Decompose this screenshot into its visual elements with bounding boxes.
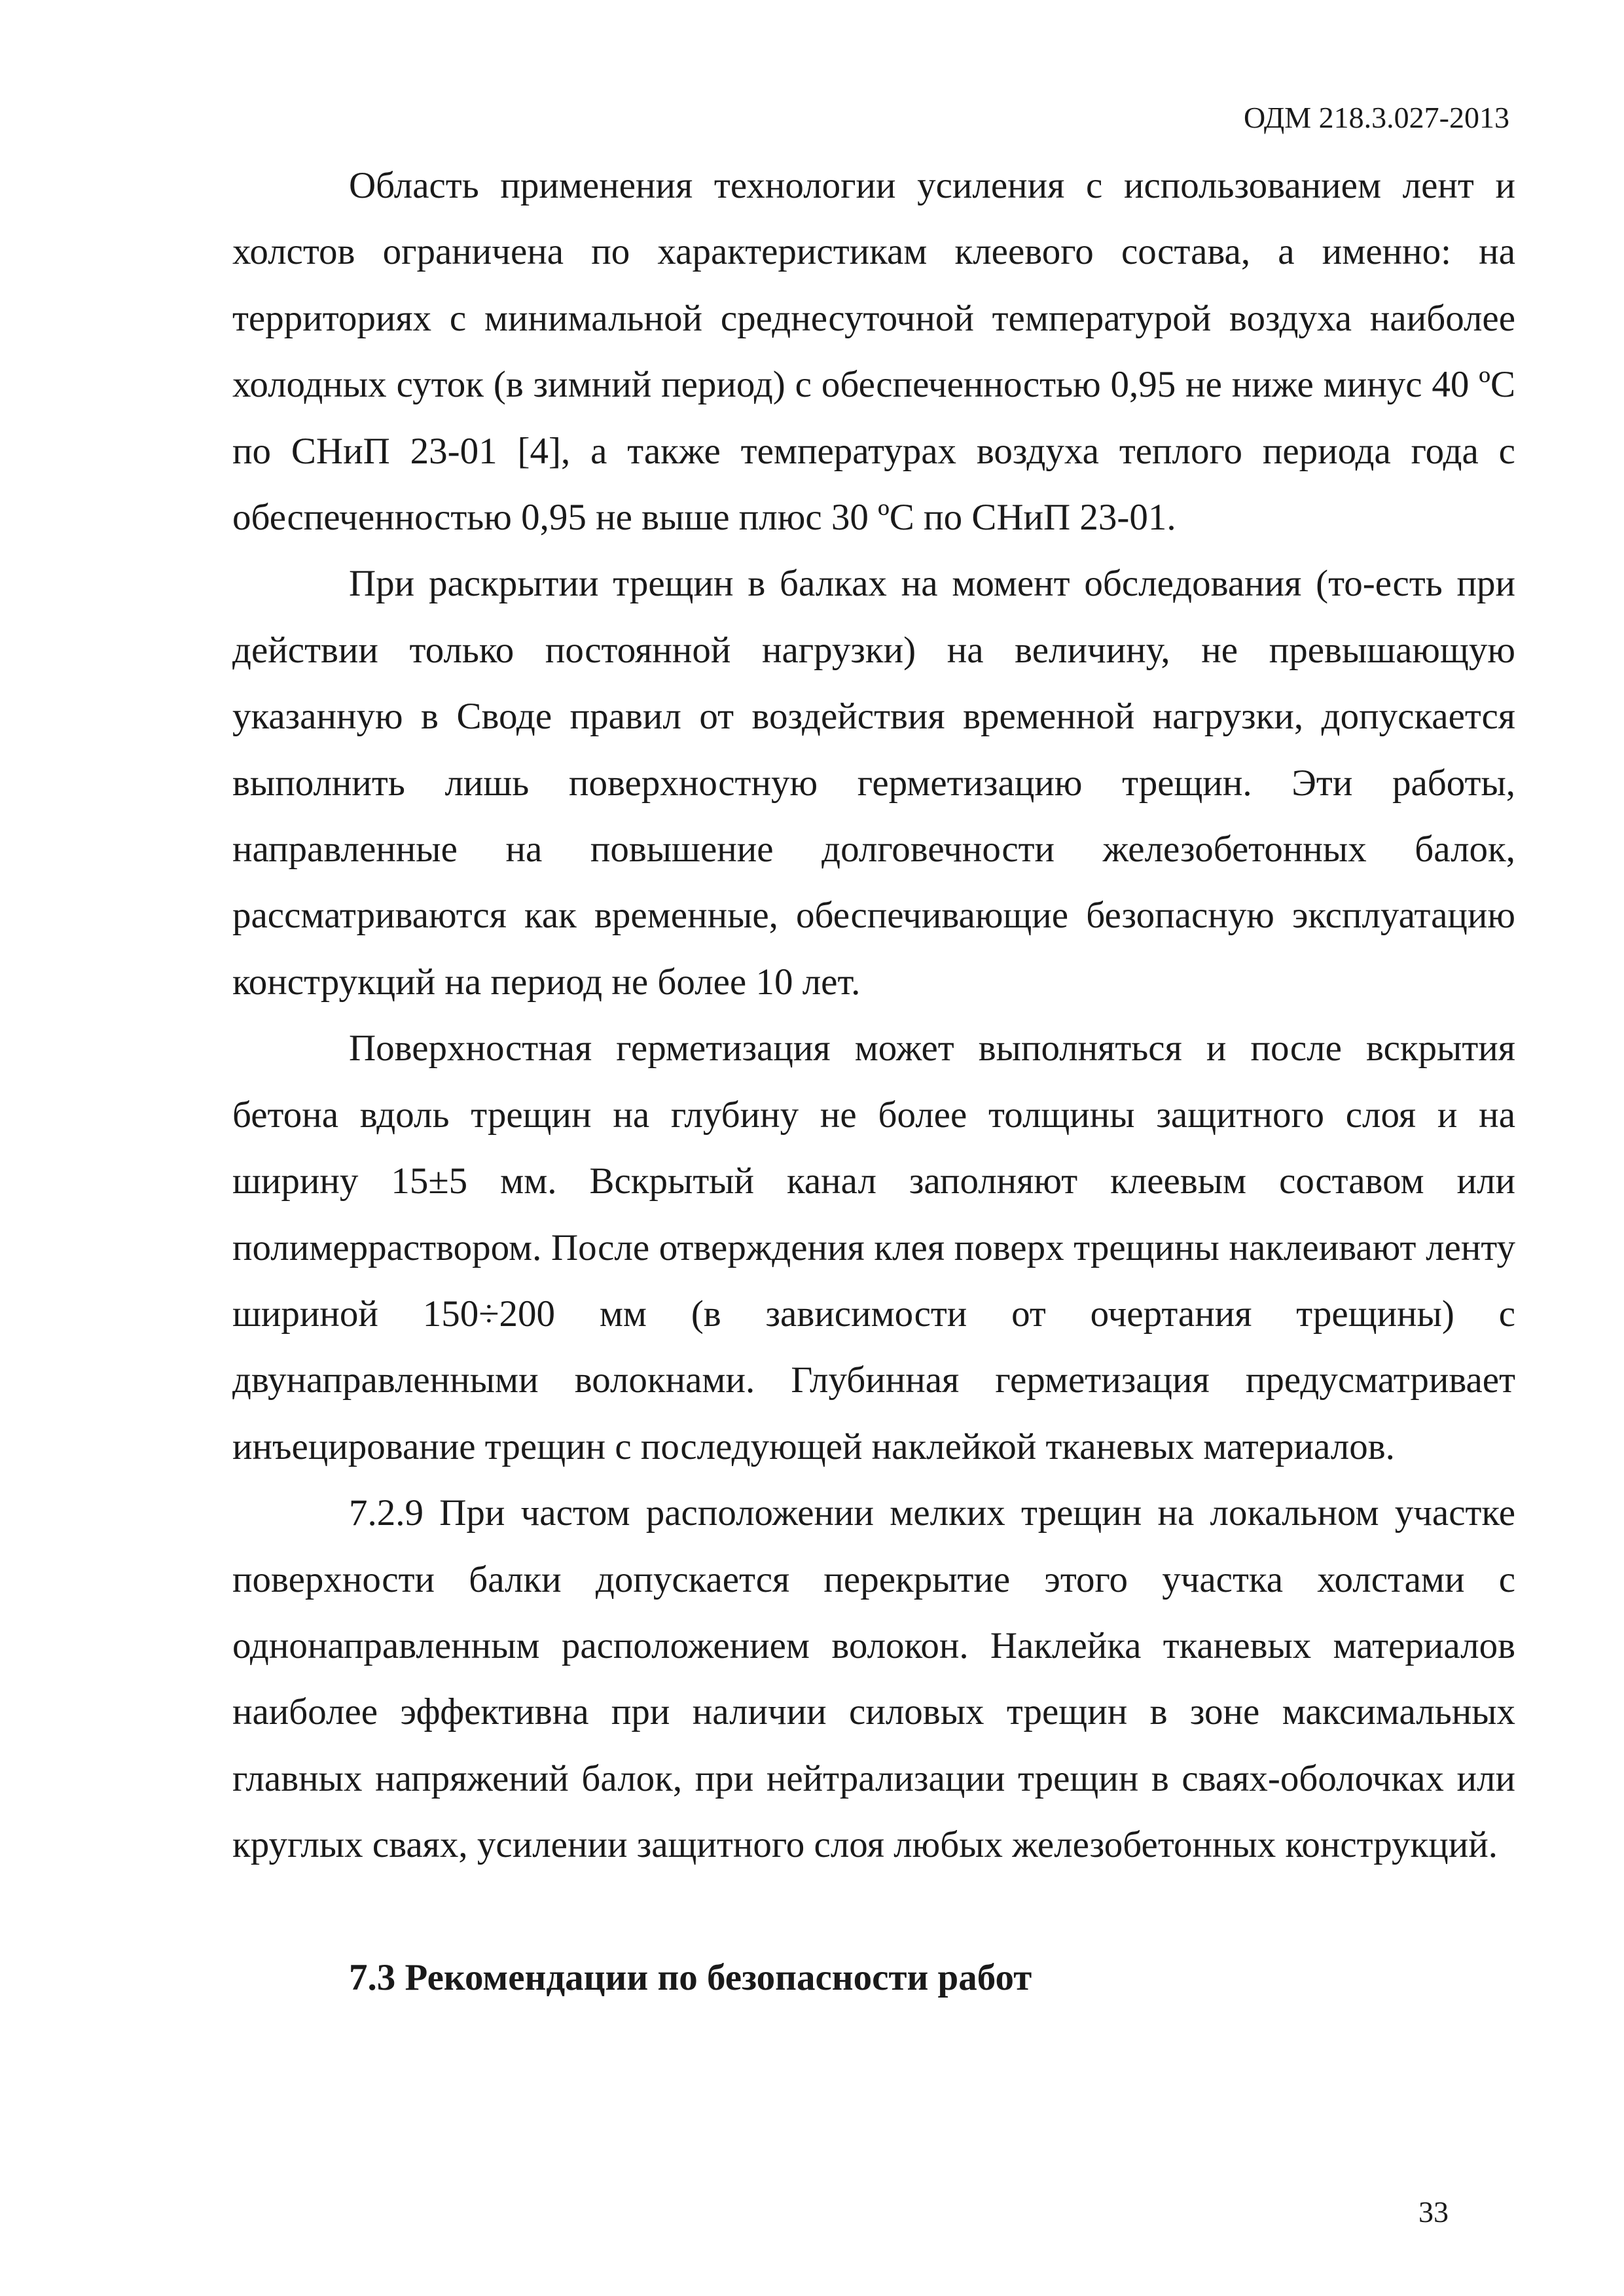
page-number: 33 [1418, 2195, 1449, 2229]
paragraph-application-scope: Область применения технологии усиления с использованием лент и холстов ограничена по характеристикам клеевого состава, а именно: на территориях с минимальной среднесуточной температурой воздуха наиболее холодных суток (в зимний период) с обеспеченностью 0,95 не ниже минус 40 ºС по СНиП 23-01 [4], а также температурах воздуха теплого периода года с обеспеченностью 0,95 не выше плюс 30 ºС по СНиП 23-01. [232, 165, 1515, 539]
document-code-header: ОДМ 218.3.027-2013 [1243, 101, 1509, 134]
paragraph-7-2-9: 7.2.9 При частом расположении мелких трещин на локальном участке поверхности балки допускается перекрытие этого участка холстами с однонаправленным расположением волокон. Наклейка тканевых материалов наиболее эффективна при наличии силовых трещин в зоне максимальных главных напряжений балок, при нейтрализации трещин в сваях-оболочках или круглых сваях, усилении защитного слоя любых железобетонных конструкций. [232, 1492, 1515, 1866]
section-heading: 7.3 Рекомендации по безопасности работ [349, 1956, 1032, 1998]
body-text [232, 152, 1515, 2011]
section-spacer [232, 1878, 1515, 1945]
paragraph-crack-opening: При раскрытии трещин в балках на момент обследования (то-есть при действии только постоянной нагрузки) на величину, не превышающую указанную в Своде правил от воздействия временной нагрузки, допускается выполнить лишь поверхностную герметизацию трещин. Эти работы, направленные на повышение долговечности железобетонных балок, рассматриваются как временные, обеспечивающие безопасную эксплуатацию конструкций на период не более 10 лет. [232, 563, 1515, 1003]
paragraph-surface-sealing: Поверхностная герметизация может выполняться и после вскрытия бетона вдоль трещин на глубину не более толщины защитного слоя и на ширину 15±5 мм. Вскрытый канал заполняют клеевым составом или полимерраствором. После отверждения клея поверх трещины наклеивают ленту шириной 150÷200 мм (в зависимости от очертания трещины) с двунаправленными волокнами. Глубинная герметизация предусматривает инъецирование трещин с последующей наклейкой тканевых материалов. [232, 1028, 1515, 1467]
